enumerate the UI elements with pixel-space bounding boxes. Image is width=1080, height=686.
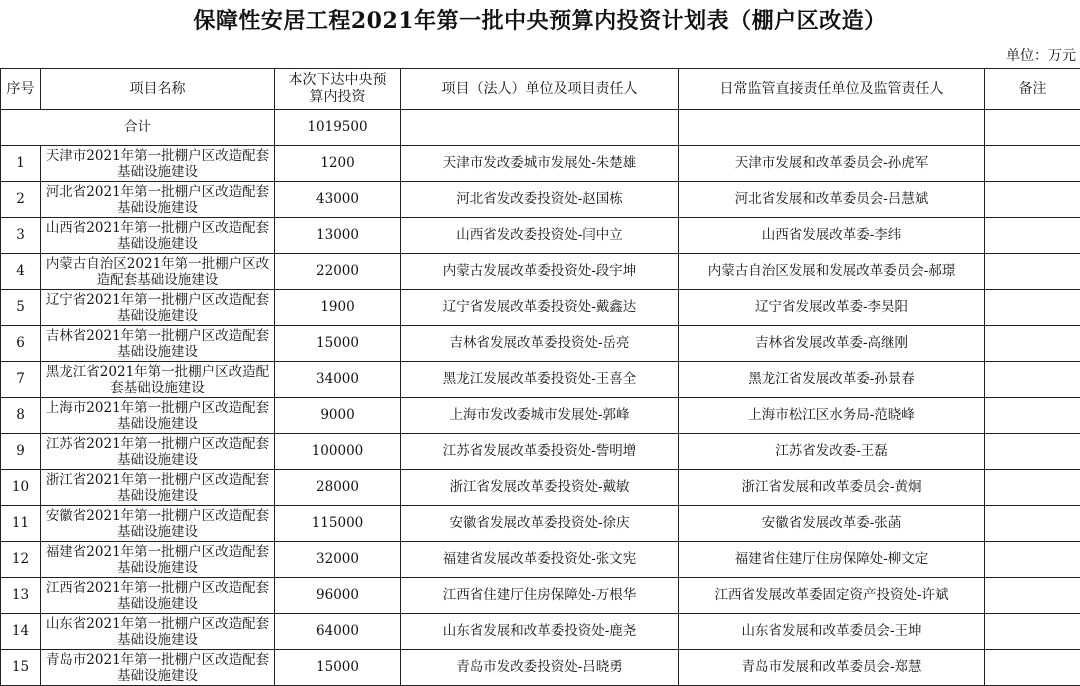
row-unit-person: 山东省发展和改革委投资处-鹿尧 (401, 614, 679, 650)
table-row (1, 218, 1080, 254)
table-row (1, 614, 1080, 650)
row-supervisor: 吉林省发展改革委-高继刚 (679, 326, 985, 362)
row-no: 10 (1, 470, 41, 506)
row-note (985, 146, 1080, 182)
row-note (985, 218, 1080, 254)
row-supervisor: 河北省发展和改革委员会-吕慧斌 (679, 182, 985, 218)
row-no: 7 (1, 362, 41, 398)
row-supervisor: 辽宁省发展改革委-李昊阳 (679, 290, 985, 326)
row-project-name: 江西省2021年第一批棚户区改造配套基础设施建设 (41, 578, 275, 614)
row-no: 4 (1, 254, 41, 290)
row-note (985, 362, 1080, 398)
row-supervisor: 青岛市发展和改革委员会-郑慧 (679, 650, 985, 686)
row-no: 11 (1, 506, 41, 542)
row-note (985, 614, 1080, 650)
row-unit-person: 黑龙江发展改革委投资处-王喜全 (401, 362, 679, 398)
row-unit-person: 青岛市发改委投资处-吕晓勇 (401, 650, 679, 686)
header-supervisor: 日常监管直接责任单位及监管责任人 (679, 69, 985, 110)
row-unit-person: 江苏省发展改革委投资处-訾明增 (401, 434, 679, 470)
row-supervisor: 安徽省发展改革委-张菡 (679, 506, 985, 542)
header-unit-person: 项目（法人）单位及项目责任人 (401, 69, 679, 110)
table-row (1, 578, 1080, 614)
row-no: 12 (1, 542, 41, 578)
table-row (1, 650, 1080, 686)
table-row (1, 146, 1080, 182)
unit-label: 单位：万元 (1006, 46, 1076, 66)
row-project-name: 天津市2021年第一批棚户区改造配套基础设施建设 (41, 146, 275, 182)
row-unit-person: 辽宁省发展改革委投资处-戴鑫达 (401, 290, 679, 326)
table-row (1, 506, 1080, 542)
row-no: 14 (1, 614, 41, 650)
row-note (985, 470, 1080, 506)
row-note (985, 578, 1080, 614)
row-amount: 13000 (275, 218, 401, 254)
row-amount: 15000 (275, 650, 401, 686)
row-unit-person: 内蒙古发展改革委投资处-段宇坤 (401, 254, 679, 290)
row-unit-person: 天津市发改委城市发展处-朱楚雄 (401, 146, 679, 182)
header-project-name: 项目名称 (41, 69, 275, 110)
row-amount: 96000 (275, 578, 401, 614)
row-no: 9 (1, 434, 41, 470)
row-note (985, 398, 1080, 434)
row-no: 5 (1, 290, 41, 326)
total-label: 合计 (1, 110, 275, 146)
row-amount: 64000 (275, 614, 401, 650)
row-amount: 43000 (275, 182, 401, 218)
row-supervisor: 山东省发展和改革委员会-王坤 (679, 614, 985, 650)
row-note (985, 434, 1080, 470)
row-unit-person: 安徽省发展改革委投资处-徐庆 (401, 506, 679, 542)
page-title: 保障性安居工程2021年第一批中央预算内投资计划表（棚户区改造） (0, 6, 1080, 36)
row-supervisor: 浙江省发展和改革委员会-黄炯 (679, 470, 985, 506)
table-row (1, 290, 1080, 326)
row-note (985, 182, 1080, 218)
row-project-name: 黑龙江省2021年第一批棚户区改造配套基础设施建设 (41, 362, 275, 398)
row-no: 6 (1, 326, 41, 362)
table-row (1, 398, 1080, 434)
row-supervisor: 山西省发展改革委-李纬 (679, 218, 985, 254)
row-amount: 34000 (275, 362, 401, 398)
row-amount: 115000 (275, 506, 401, 542)
row-project-name: 辽宁省2021年第一批棚户区改造配套基础设施建设 (41, 290, 275, 326)
row-amount: 100000 (275, 434, 401, 470)
row-unit-person: 江西省住建厅住房保障处-万根华 (401, 578, 679, 614)
row-amount: 1200 (275, 146, 401, 182)
row-project-name: 上海市2021年第一批棚户区改造配套基础设施建设 (41, 398, 275, 434)
table-row (1, 254, 1080, 290)
investment-plan-table (0, 68, 1080, 686)
row-note (985, 290, 1080, 326)
row-amount: 22000 (275, 254, 401, 290)
header-amount: 本次下达中央预算内投资 (275, 69, 401, 110)
table-row (1, 470, 1080, 506)
header-no: 序号 (1, 69, 41, 110)
row-project-name: 青岛市2021年第一批棚户区改造配套基础设施建设 (41, 650, 275, 686)
row-amount: 28000 (275, 470, 401, 506)
row-note (985, 254, 1080, 290)
row-amount: 1900 (275, 290, 401, 326)
table-header-row (1, 69, 1080, 110)
total-row (1, 110, 1080, 146)
row-project-name: 安徽省2021年第一批棚户区改造配套基础设施建设 (41, 506, 275, 542)
row-unit-person: 上海市发改委城市发展处-郭峰 (401, 398, 679, 434)
row-supervisor: 江苏省发改委-王磊 (679, 434, 985, 470)
row-note (985, 542, 1080, 578)
table-row (1, 182, 1080, 218)
row-unit-person: 河北省发改委投资处-赵国栋 (401, 182, 679, 218)
row-project-name: 山东省2021年第一批棚户区改造配套基础设施建设 (41, 614, 275, 650)
row-supervisor: 福建省住建厅住房保障处-柳文定 (679, 542, 985, 578)
row-unit-person: 吉林省发展改革委投资处-岳亮 (401, 326, 679, 362)
row-project-name: 山西省2021年第一批棚户区改造配套基础设施建设 (41, 218, 275, 254)
row-project-name: 内蒙古自治区2021年第一批棚户区改造配套基础设施建设 (41, 254, 275, 290)
row-project-name: 吉林省2021年第一批棚户区改造配套基础设施建设 (41, 326, 275, 362)
total-empty-cell (401, 110, 679, 146)
table-row (1, 434, 1080, 470)
row-unit-person: 福建省发展改革委投资处-张文宪 (401, 542, 679, 578)
row-note (985, 506, 1080, 542)
row-amount: 15000 (275, 326, 401, 362)
row-note (985, 650, 1080, 686)
total-amount: 1019500 (275, 110, 401, 146)
row-no: 1 (1, 146, 41, 182)
row-no: 8 (1, 398, 41, 434)
row-note (985, 326, 1080, 362)
row-supervisor: 内蒙古自治区发展和发展改革委员会-郝璟 (679, 254, 985, 290)
row-supervisor: 江西省发展改革委固定资产投资处-许斌 (679, 578, 985, 614)
row-no: 15 (1, 650, 41, 686)
row-unit-person: 浙江省发展改革委投资处-戴敏 (401, 470, 679, 506)
table-row (1, 542, 1080, 578)
row-no: 2 (1, 182, 41, 218)
row-amount: 9000 (275, 398, 401, 434)
row-project-name: 江苏省2021年第一批棚户区改造配套基础设施建设 (41, 434, 275, 470)
total-empty-cell (679, 110, 985, 146)
row-supervisor: 上海市松江区水务局-范晓峰 (679, 398, 985, 434)
row-project-name: 福建省2021年第一批棚户区改造配套基础设施建设 (41, 542, 275, 578)
row-project-name: 河北省2021年第一批棚户区改造配套基础设施建设 (41, 182, 275, 218)
table-row (1, 326, 1080, 362)
table-row (1, 362, 1080, 398)
header-note: 备注 (985, 69, 1080, 110)
total-empty-cell (985, 110, 1080, 146)
row-supervisor: 黑龙江省发展改革委-孙景春 (679, 362, 985, 398)
row-project-name: 浙江省2021年第一批棚户区改造配套基础设施建设 (41, 470, 275, 506)
row-unit-person: 山西省发改委投资处-闫中立 (401, 218, 679, 254)
row-no: 3 (1, 218, 41, 254)
row-supervisor: 天津市发展和改革委员会-孙虎军 (679, 146, 985, 182)
row-amount: 32000 (275, 542, 401, 578)
row-no: 13 (1, 578, 41, 614)
